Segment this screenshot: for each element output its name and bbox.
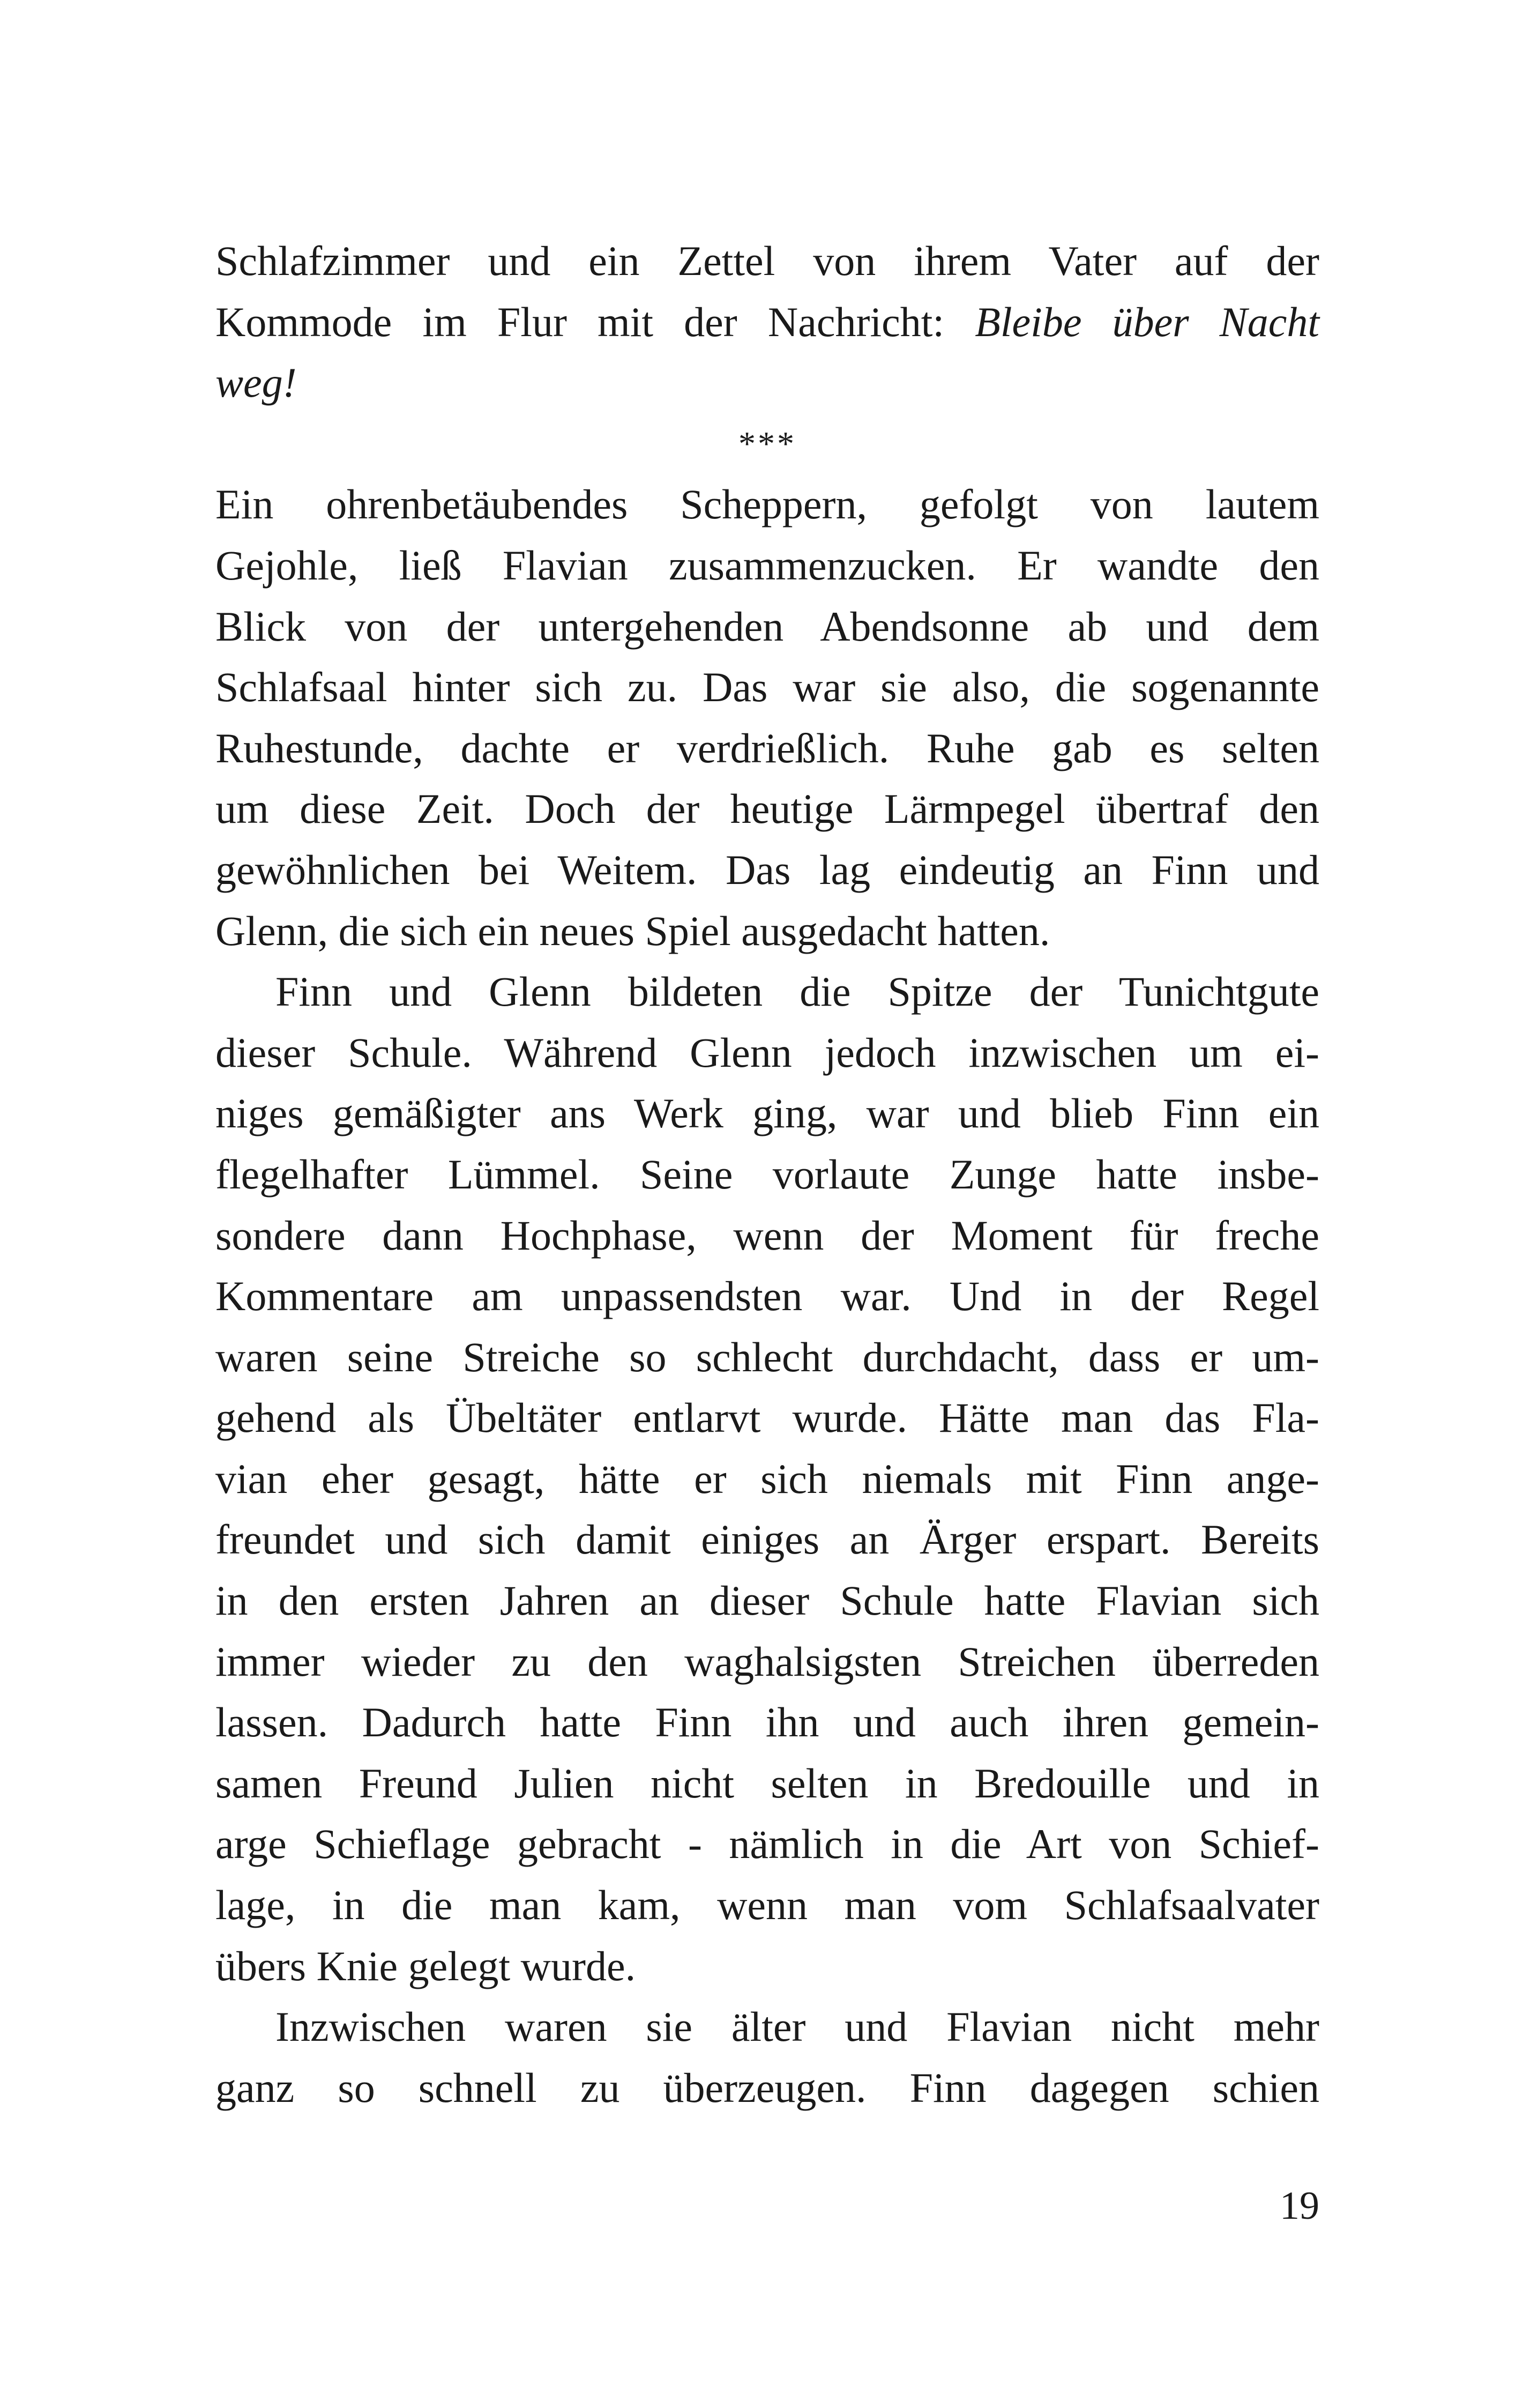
text-line: Blick von der untergehenden Abendsonne ab und dem (215, 603, 1319, 650)
text-line: Ein ohrenbetäubendes Scheppern, gefolgt von lautem (215, 481, 1319, 528)
text-line: lage, in die man kam, wenn man vom Schlafsaalvater (215, 1882, 1319, 1929)
book-page-body (215, 231, 1319, 2118)
text-line: in den ersten Jahren an dieser Schule hatte Flavian sich (215, 1577, 1319, 1624)
text-line: immer wieder zu den waghalsigsten Streichen überreden (215, 1638, 1319, 1685)
text-line: dieser Schule. Während Glenn jedoch inzwischen um ei- (215, 1029, 1319, 1076)
text-line: um diese Zeit. Doch der heutige Lärmpegel übertraf den (215, 785, 1319, 833)
text-line: gehend als Übeltäter entlarvt wurde. Hätte man das Fla- (215, 1394, 1319, 1441)
section-separator: *** (738, 424, 796, 463)
text-line: lassen. Dadurch hatte Finn ihn und auch ihren gemein- (215, 1699, 1319, 1746)
page-number: 19 (1280, 2184, 1319, 2228)
text-line: Glenn, die sich ein neues Spiel ausgedacht hatten. (215, 907, 1050, 954)
text-line: Ruhestunde, dachte er verdrießlich. Ruhe gab es selten (215, 724, 1319, 771)
text-line: Finn und Glenn bildeten die Spitze der Tunichtgute (275, 968, 1319, 1015)
note-text: Bleibe über Nacht (975, 298, 1319, 345)
text-line: Kommode im Flur mit der Nachricht: Bleibe über Nacht (215, 298, 1319, 345)
text-line: samen Freund Julien nicht selten in Bredouille und in (215, 1759, 1319, 1807)
text-line: übers Knie gelegt wurde. (215, 1942, 636, 1989)
text-line: ganz so schnell zu überzeugen. Finn dagegen schien (215, 2064, 1319, 2111)
note-text: weg! (215, 359, 297, 406)
text-line: Schlafzimmer und ein Zettel von ihrem Vater auf der (215, 237, 1319, 284)
text-line: Kommentare am unpassendsten war. Und in der Regel (215, 1273, 1319, 1320)
text-line: vian eher gesagt, hätte er sich niemals mit Finn ange- (215, 1455, 1319, 1502)
text-line: flegelhafter Lümmel. Seine vorlaute Zunge hatte insbe- (215, 1150, 1319, 1198)
text-line: gewöhnlichen bei Weitem. Das lag eindeutig an Finn und (215, 846, 1319, 893)
text-line: arge Schieflage gebracht - nämlich in die Art von Schief- (215, 1820, 1319, 1868)
text-line (215, 352, 1319, 413)
text-line: Inzwischen waren sie älter und Flavian nicht mehr (275, 2003, 1319, 2050)
text-line: Schlafsaal hinter sich zu. Das war sie also, die sogenannte (215, 664, 1319, 711)
text-line: sondere dann Hochphase, wenn der Moment für freche (215, 1212, 1319, 1259)
text-line: Gejohle, ließ Flavian zusammenzucken. Er wandte den (215, 541, 1319, 589)
text-line: waren seine Streiche so schlecht durchdacht, dass er um- (215, 1333, 1319, 1380)
text-line: niges gemäßigter ans Werk ging, war und blieb Finn ein (215, 1090, 1319, 1137)
text-line: freundet und sich damit einiges an Ärger erspart. Bereits (215, 1516, 1319, 1563)
